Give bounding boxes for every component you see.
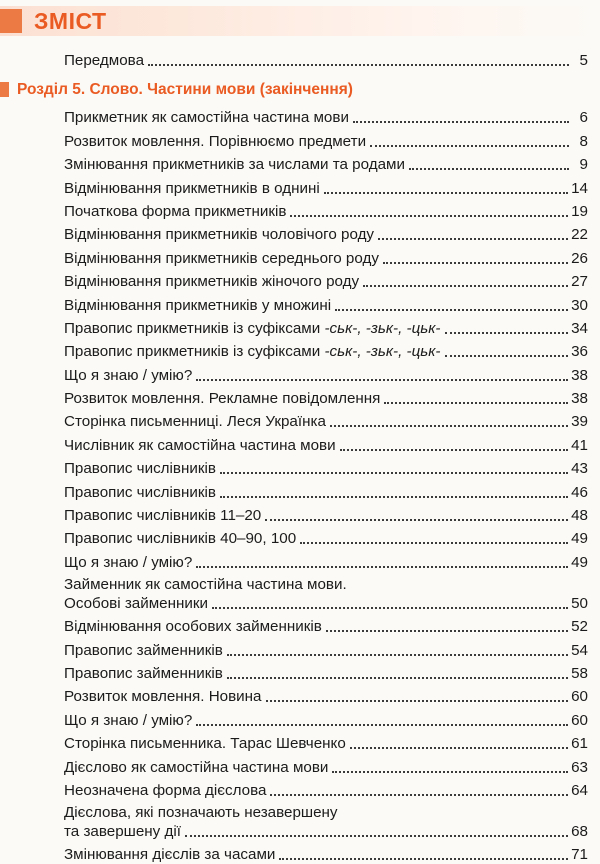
dot-leader bbox=[220, 495, 568, 498]
dot-leader bbox=[148, 63, 569, 66]
toc-entry[interactable] bbox=[64, 385, 588, 408]
toc-entry-title bbox=[64, 412, 326, 431]
toc-entry-title-text: Правопис займенників bbox=[64, 641, 223, 659]
toc-entry-page: 63 bbox=[571, 758, 588, 776]
dot-leader bbox=[290, 214, 568, 217]
toc-entry[interactable] bbox=[64, 408, 588, 431]
dot-leader bbox=[185, 834, 568, 837]
toc-entry-page: 49 bbox=[571, 530, 588, 548]
toc-entry[interactable] bbox=[64, 683, 588, 706]
toc-entry-page: 61 bbox=[571, 735, 588, 753]
toc-entry-title-text: Що я знаю / умію? bbox=[64, 711, 193, 729]
toc-entry-title bbox=[64, 664, 223, 683]
dot-leader bbox=[196, 565, 568, 568]
toc-entry-title-text: Правопис числівників bbox=[64, 460, 216, 478]
toc-entry-title bbox=[64, 734, 346, 753]
toc-entry-page: 38 bbox=[571, 390, 588, 408]
toc-entry-title bbox=[64, 249, 379, 268]
toc-entry-page: 26 bbox=[571, 249, 588, 267]
toc-entry[interactable] bbox=[64, 338, 588, 361]
dot-leader bbox=[330, 424, 568, 427]
toc-entry-title-text: Відмінювання прикметників чоловічого роду bbox=[64, 226, 375, 244]
toc-entry-title bbox=[64, 225, 374, 244]
toc-entry-title bbox=[64, 155, 405, 174]
toc-entry-title bbox=[64, 483, 216, 502]
toc-entry[interactable] bbox=[64, 198, 588, 221]
toc-entry-title bbox=[64, 436, 336, 455]
toc-entry-page: 49 bbox=[571, 553, 588, 571]
toc-entry-title-text: Розвиток мовлення. Рекламне повідомлення bbox=[64, 390, 381, 408]
toc-entry[interactable] bbox=[64, 431, 588, 454]
toc-entry[interactable] bbox=[64, 127, 588, 150]
toc-entry-title bbox=[64, 529, 296, 548]
toc-entry-page: 5 bbox=[579, 52, 588, 70]
dot-leader bbox=[220, 471, 568, 474]
toc-entry-page: 39 bbox=[571, 413, 588, 431]
toc-entry[interactable] bbox=[64, 753, 588, 776]
toc-entry[interactable] bbox=[64, 548, 588, 571]
dot-leader bbox=[353, 120, 569, 123]
dot-leader bbox=[266, 699, 569, 702]
toc-entry-title-text: Правопис числівників 40–90, 100 bbox=[64, 530, 297, 548]
toc-entry-page: 46 bbox=[571, 483, 588, 501]
toc-entry-page: 30 bbox=[571, 296, 588, 314]
dot-leader bbox=[350, 746, 568, 749]
toc-entry-title-line1: Дієслова, які позначають незавершену bbox=[64, 803, 338, 821]
toc-entry[interactable] bbox=[64, 151, 588, 174]
toc-entry[interactable] bbox=[64, 777, 588, 800]
toc-entry-page: 9 bbox=[579, 156, 588, 174]
toc-entry-title bbox=[64, 617, 322, 636]
dot-leader bbox=[384, 401, 568, 404]
toc-entry-title-text: Особові займенники bbox=[64, 594, 208, 612]
toc-entry-page: 38 bbox=[571, 366, 588, 384]
toc-entry[interactable] bbox=[64, 455, 588, 478]
toc-entry-title bbox=[64, 641, 223, 660]
toc-entry-title-text: Правопис прикметників із суфіксами bbox=[64, 319, 321, 337]
toc-entry-page: 48 bbox=[571, 507, 588, 525]
toc-entry-title-text: Розвиток мовлення. Новина bbox=[64, 688, 262, 706]
dot-leader bbox=[270, 793, 568, 796]
toc-entry-page: 41 bbox=[571, 436, 588, 454]
toc-entry-title-text: Правопис числівників 11–20 bbox=[64, 507, 262, 525]
toc-entry[interactable] bbox=[64, 268, 588, 291]
dot-leader bbox=[324, 191, 568, 194]
toc-entry[interactable] bbox=[64, 525, 588, 548]
dot-leader bbox=[370, 144, 569, 147]
toc-entry[interactable] bbox=[64, 174, 588, 197]
dot-leader bbox=[326, 629, 568, 632]
toc-entry-title-text: Дієслово як самостійна частина мови bbox=[64, 758, 329, 776]
toc-entry-title bbox=[64, 296, 331, 315]
toc-entry[interactable] bbox=[64, 315, 588, 338]
toc-entry[interactable] bbox=[64, 706, 588, 729]
toc-entry-title bbox=[64, 108, 349, 127]
toc-entry-page: 8 bbox=[579, 132, 588, 150]
toc-entry-page: 64 bbox=[571, 781, 588, 799]
toc-entry-page: 34 bbox=[571, 319, 588, 337]
toc-entry-page: 22 bbox=[571, 226, 588, 244]
toc-entry-title bbox=[64, 459, 216, 478]
toc-entry-title-text: Відмінювання прикметників жіночого роду bbox=[64, 273, 360, 291]
dot-leader bbox=[378, 237, 568, 240]
contents-header bbox=[0, 6, 600, 36]
toc-entry-title-text: Розвиток мовлення. Порівнюємо предмети bbox=[64, 132, 367, 150]
toc-entry-title-text: Сторінка письменниці. Леся Українка bbox=[64, 413, 326, 431]
toc-entry-title bbox=[64, 711, 192, 730]
toc-entry-title bbox=[64, 272, 359, 291]
toc-entry-title-text: Правопис займенників bbox=[64, 664, 223, 682]
toc-entry-page: 52 bbox=[571, 618, 588, 636]
toc-entry-title-text: Початкова форма прикметників bbox=[64, 202, 287, 220]
toc-entry-page: 54 bbox=[571, 641, 588, 659]
toc-entry-title-text: Відмінювання прикметників середнього роду bbox=[64, 249, 379, 267]
dot-leader bbox=[212, 606, 568, 609]
toc-entry-page: 58 bbox=[571, 664, 588, 682]
dot-leader bbox=[332, 770, 568, 773]
toc-entry-title bbox=[64, 822, 181, 841]
dot-leader bbox=[409, 167, 569, 170]
toc-entry[interactable] bbox=[64, 221, 588, 244]
toc-entry-title-text: Відмінювання прикметників у множині bbox=[64, 296, 332, 314]
toc-entry-title-text: та завершену дії bbox=[64, 822, 181, 840]
dot-leader bbox=[445, 354, 569, 357]
page-title: ЗМІСТ bbox=[34, 8, 107, 34]
toc-entry-page: 60 bbox=[571, 688, 588, 706]
dot-leader bbox=[279, 857, 568, 860]
toc-entry-page: 14 bbox=[571, 179, 588, 197]
toc-entry-page: 68 bbox=[571, 822, 588, 840]
toc-entry-title: Передмова bbox=[64, 52, 145, 70]
toc-entry-page: 43 bbox=[571, 460, 588, 478]
toc-entry-title-text: Що я знаю / умію? bbox=[64, 553, 193, 571]
toc-entry-title bbox=[64, 389, 380, 408]
dot-leader bbox=[265, 518, 568, 521]
toc-entry-title bbox=[64, 845, 275, 864]
toc-entry-title bbox=[64, 594, 208, 613]
toc-entry-title bbox=[64, 342, 441, 361]
dot-leader bbox=[227, 676, 568, 679]
toc-entry-title-text: Змінювання прикметників за числами та родами bbox=[64, 156, 405, 174]
toc-entry-title bbox=[64, 553, 192, 572]
toc-entry-suffixes: -ськ-, -зьк-, -цьк- bbox=[324, 343, 441, 361]
toc-entry[interactable] bbox=[64, 730, 588, 753]
section-marker-square bbox=[0, 82, 9, 97]
toc-entry[interactable] bbox=[64, 636, 588, 659]
toc-entry-title bbox=[64, 132, 366, 151]
dot-leader bbox=[363, 284, 568, 287]
section-heading bbox=[0, 79, 600, 101]
toc-entry[interactable] bbox=[64, 572, 588, 613]
toc-entry[interactable] bbox=[64, 841, 588, 864]
dot-leader bbox=[196, 723, 568, 726]
toc-entry-title bbox=[64, 179, 320, 198]
dot-leader bbox=[300, 541, 568, 544]
toc-entry-page: 27 bbox=[571, 273, 588, 291]
section-title: Розділ 5. Слово. Частини мови (закінчення) bbox=[17, 81, 353, 98]
dot-leader bbox=[445, 331, 569, 334]
toc-entry-intro[interactable] bbox=[64, 47, 588, 70]
header-marker-square bbox=[0, 9, 22, 33]
toc-entry-title-text: Відмінювання особових займенників bbox=[64, 618, 322, 636]
dot-leader bbox=[383, 261, 568, 264]
toc-entry-title bbox=[64, 366, 192, 385]
toc-entry[interactable] bbox=[64, 361, 588, 384]
toc-entry-title bbox=[64, 781, 266, 800]
toc-entry[interactable] bbox=[64, 502, 588, 525]
toc-entry-title bbox=[64, 202, 286, 221]
dot-leader bbox=[340, 448, 568, 451]
toc-entry[interactable] bbox=[64, 291, 588, 314]
toc-entry[interactable] bbox=[64, 104, 588, 127]
toc-entry[interactable] bbox=[64, 478, 588, 501]
toc-entry-title-text: Правопис числівників bbox=[64, 483, 216, 501]
toc-entry-title bbox=[64, 319, 441, 338]
toc-entry-title-text: Сторінка письменника. Тарас Шевченко bbox=[64, 735, 346, 753]
toc-entry-page: 50 bbox=[571, 594, 588, 612]
toc-entry-title bbox=[64, 687, 262, 706]
dot-leader bbox=[335, 308, 568, 311]
toc-entry-title-text: Прикметник як самостійна частина мови bbox=[64, 109, 349, 127]
toc-entry-title-text: Правопис прикметників із суфіксами bbox=[64, 343, 321, 361]
toc-entry-page: 6 bbox=[579, 109, 588, 127]
toc-entry[interactable] bbox=[64, 613, 588, 636]
toc-entry[interactable] bbox=[64, 660, 588, 683]
toc-entry-page: 36 bbox=[571, 343, 588, 361]
toc-entry-title bbox=[64, 758, 328, 777]
toc-entry-title-text: Числівник як самостійна частина мови bbox=[64, 436, 336, 454]
toc-entry-page: 71 bbox=[571, 846, 588, 864]
toc-entry[interactable] bbox=[64, 800, 588, 841]
toc-entry[interactable] bbox=[64, 244, 588, 267]
dot-leader bbox=[227, 653, 568, 656]
toc-entry-title-text: Неозначена форма дієслова bbox=[64, 781, 267, 799]
toc-entry-title-line1: Займенник як самостійна частина мови. bbox=[64, 575, 347, 593]
toc-entry-page: 60 bbox=[571, 711, 588, 729]
table-of-contents bbox=[64, 104, 588, 864]
toc-entry-title-text: Відмінювання прикметників в однині bbox=[64, 179, 320, 197]
toc-entry-title bbox=[64, 506, 261, 525]
toc-entry-suffixes: -ськ-, -зьк-, -цьк- bbox=[324, 319, 441, 337]
toc-entry-title-text: Змінювання дієслів за часами bbox=[64, 846, 276, 864]
toc-entry-title-text: Що я знаю / умію? bbox=[64, 366, 193, 384]
dot-leader bbox=[196, 378, 568, 381]
toc-entry-page: 19 bbox=[571, 202, 588, 220]
